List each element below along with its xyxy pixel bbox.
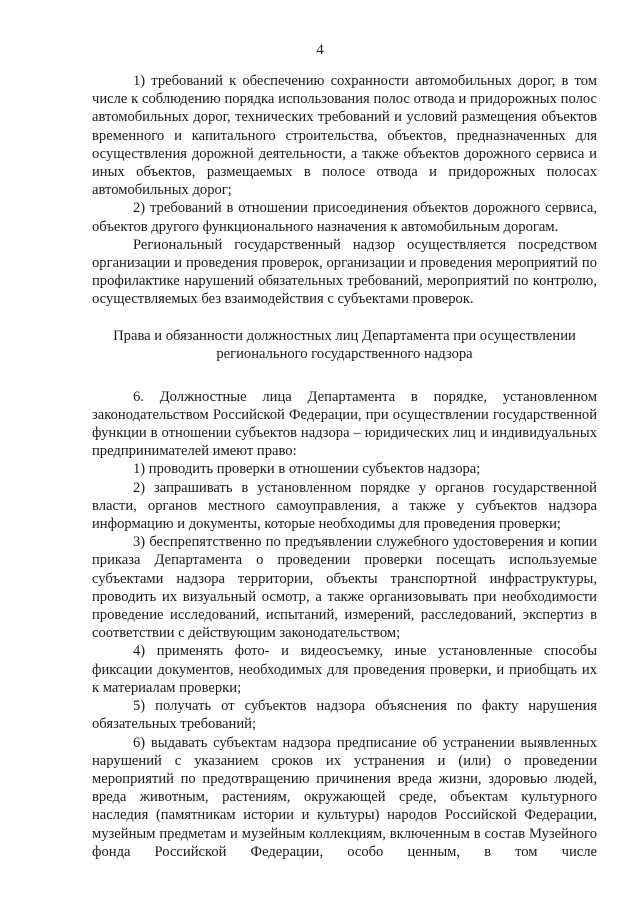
paragraph-right-2: 2) запрашивать в установленном порядке у органов государственной власти, органов местного самоуправления, а также у субъектов надзора информацию и документы, которые необходимы для проведения проверки; — [92, 479, 597, 533]
paragraph-regional-supervision: Региональный государственный надзор осуществляется посредством организации и проведения проверок, организации и проведения мероприятий по профилактике нарушений обязательных требований, мероприятий по контролю, осуществляемых без взаимодействия с субъектами проверок. — [92, 236, 597, 308]
paragraph-item-6: 6. Должностные лица Департамента в порядке, установленном законодательством Российской Федерации, при осуществлении государственной функции в отношении субъектов надзора – юридических лиц и индивидуальных предпринимателей имеют право: — [92, 388, 597, 460]
paragraph-right-3: 3) беспрепятственно по предъявлении служебного удостоверения и копии приказа Департамента о проведении проверки посещать используемые субъектами надзора территории, объекты транспортной инфраструктуры, проводить их визуальный осмотр, а также организовывать при необходимости проведение исследований, испытаний, измерений, расследований, экспертиз в соответствии с действующим законодательством; — [92, 534, 597, 642]
page-number: 4 — [316, 42, 324, 58]
paragraph-right-5: 5) получать от субъектов надзора объяснения по факту нарушения обязательных требований; — [92, 698, 597, 733]
section-heading-line-2: регионального государственного надзора — [216, 346, 473, 363]
document-body — [92, 72, 597, 861]
paragraph-requirements-2: 2) требований в отношении присоединения объектов дорожного сервиса, объектов другого функционального назначения к автомобильным дорогам. — [92, 200, 597, 235]
section-heading-line-1: Права и обязанности должностных лиц Департамента при осуществлении — [113, 327, 576, 344]
paragraph-right-1: 1) проводить проверки в отношении субъектов надзора; — [133, 461, 481, 478]
paragraph-right-4: 4) применять фото- и видеосъемку, иные установленные способы фиксации документов, необходимых для проведения проверки, и приобщать их к материалам проверки; — [92, 643, 597, 696]
paragraph-right-6: 6) выдавать субъектам надзора предписание об устранении выявленных нарушений с указанием сроков их устранения и (или) о проведении мероприятий по предотвращению причинения вреда жизни, здоровью людей, вреда животным, растениям, окружающей среде, объектам культурного наследия (памятникам истории и культуры) народов Российской Федерации, музейным предметам и музейным коллекциям, включенным в состав Музейного фонда Российской Федерации, особо ценным, в том числе — [92, 734, 597, 860]
paragraph-requirements-1: 1) требований к обеспечению сохранности автомобильных дорог, в том числе к соблюдению порядка использования полос отвода и придорожных полос автомобильных дорог, технических требований и условий размещения объектов временного и капитального строительства, объектов, предназначенных для осуществления дорожной деятельности, а также объектов дорожного сервиса и иных объектов, размещаемых в полосе отвода и придорожных полосах автомобильных дорог; — [92, 73, 597, 199]
section-heading — [92, 327, 597, 364]
